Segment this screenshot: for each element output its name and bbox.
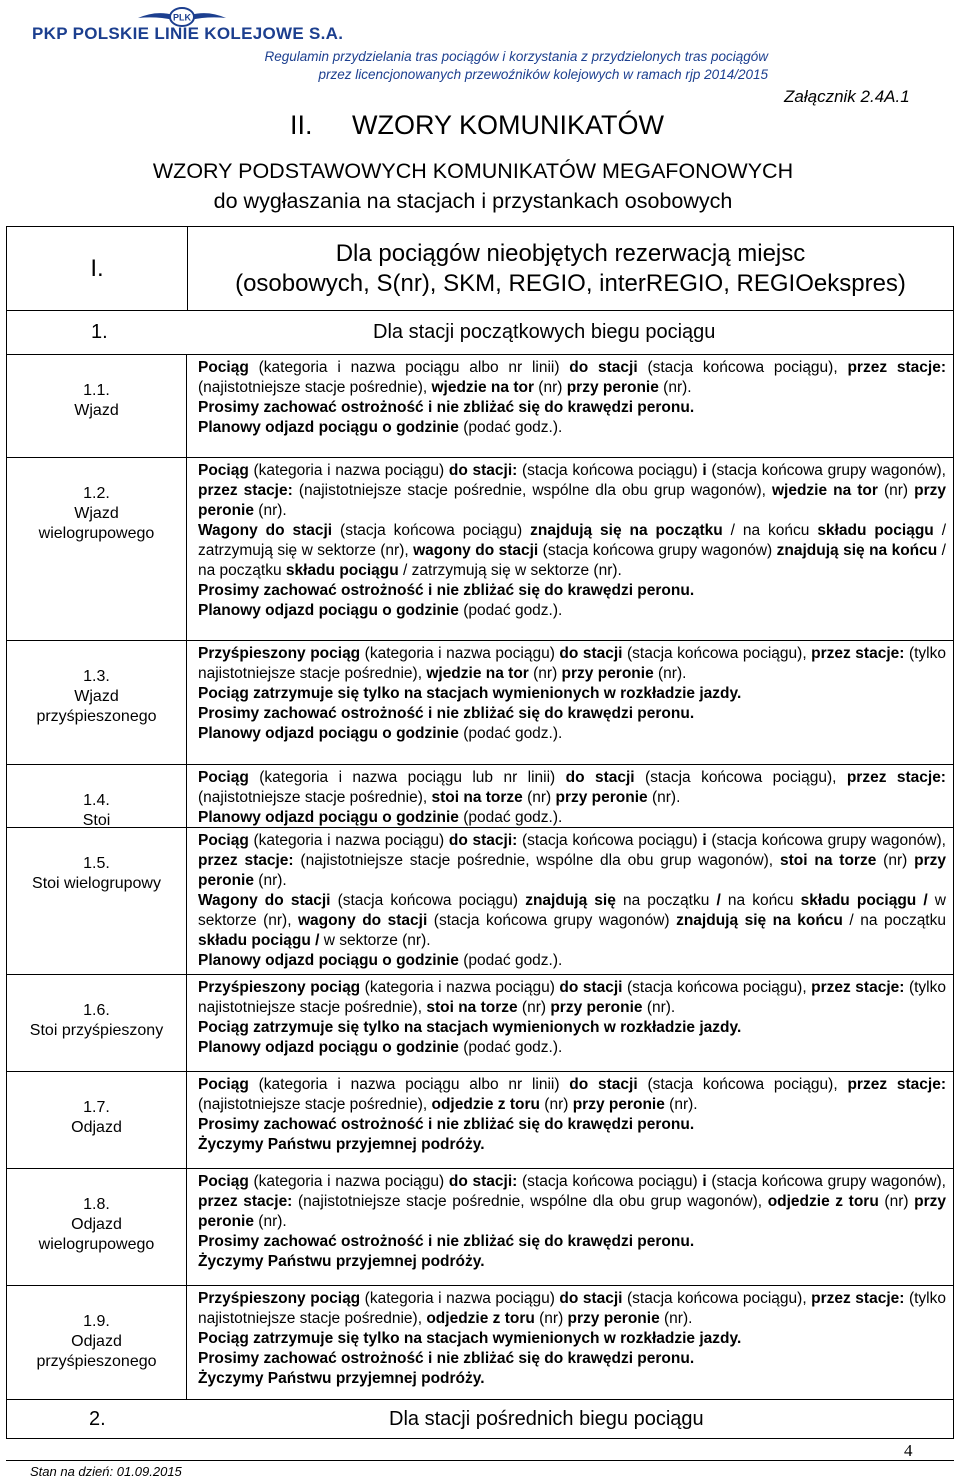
fixed-text: do stacji [569, 1076, 638, 1093]
placeholder-text: (tylko najistotniejsze stacje pośrednie), [198, 979, 946, 1016]
fixed-text: znajdują się na końcu [776, 542, 938, 559]
fixed-text: przez stacje: [198, 852, 294, 869]
announcement-rows [7, 355, 953, 1400]
placeholder-text: (najistotniejsze stacje pośrednie), [198, 789, 432, 806]
row-label-line: 1.9. [83, 1313, 110, 1330]
placeholder-text: (stacja końcowa pociągu) [517, 462, 703, 479]
fixed-text: Prosimy zachować ostrożność i nie zbliżać się do krawędzi peronu. [198, 1350, 695, 1367]
row-label [7, 975, 187, 1071]
placeholder-text: (najistotniejsze stacje pośrednie, wspólne dla obu grup wagonów), [292, 482, 772, 499]
fixed-text: do stacji [559, 979, 623, 996]
fixed-text: do stacji: [448, 462, 518, 479]
announcement-row [7, 765, 953, 828]
row-label [7, 828, 187, 974]
placeholder-text: na początku [615, 892, 717, 909]
placeholder-text: w sektorze (nr). [319, 932, 431, 949]
chapter-title: WZORY KOMUNIKATÓW [352, 110, 665, 140]
fixed-text: stoi na torze [431, 789, 523, 806]
fixed-text: i [702, 462, 707, 479]
fixed-text: przez stacje: [198, 1193, 293, 1210]
placeholder-text: (stacja końcowa pociągu), [634, 769, 847, 786]
subtitle-line-1: WZORY PODSTAWOWYCH KOMUNIKATÓW MEGAFONOWYCH [152, 159, 794, 183]
fixed-text: Wagony do stacji [198, 522, 333, 539]
announcement-row [7, 1169, 953, 1286]
announcement-text [187, 1072, 953, 1168]
placeholder-text: (stacja końcowa grupy wagonów) [538, 542, 777, 559]
announcement-text [187, 828, 953, 974]
row-label [7, 1286, 187, 1399]
fixed-text: Prosimy zachować ostrożność i nie zbliżać się do krawędzi peronu. [198, 1233, 695, 1250]
announcement-row [7, 828, 953, 975]
fixed-text: Pociąg [198, 769, 249, 786]
chapter-heading [290, 110, 664, 141]
placeholder-text: (stacja końcowa pociągu) [517, 1173, 703, 1190]
fixed-text: wagony do stacji [413, 542, 539, 559]
placeholder-text: (tylko najistotniejsze stacje pośrednie), [198, 645, 946, 682]
fixed-text: i [702, 832, 707, 849]
announcement-line [198, 768, 946, 808]
announcement-line [198, 1018, 946, 1038]
announcement-line [198, 1115, 946, 1135]
placeholder-text: (nr). [642, 999, 676, 1016]
fixed-text: stoi na torze [426, 999, 518, 1016]
emblem-text: PLK [173, 12, 191, 23]
page-number: 4 [904, 1441, 913, 1460]
fixed-text: odjedzie z toru [767, 1193, 879, 1210]
fixed-text: Planowy odjazd pociągu o godzinie [198, 1039, 459, 1056]
fixed-text: / [716, 892, 721, 909]
fixed-text: odjedzie z toru [426, 1310, 535, 1327]
placeholder-text: (stacja końcowa pociągu), [622, 979, 812, 996]
fixed-text: przy peronie [198, 482, 947, 519]
announcement-line [198, 1252, 946, 1272]
placeholder-text: na końcu [720, 892, 801, 909]
announcement-line [198, 461, 946, 521]
fixed-text: do stacji: [448, 832, 518, 849]
placeholder-text: (nr) [876, 852, 915, 869]
row-label [7, 641, 187, 764]
placeholder-text: (podać godz.). [458, 952, 563, 969]
placeholder-text: (podać godz.). [458, 1039, 563, 1056]
announcement-line [198, 521, 946, 581]
fixed-text: Wagony do stacji [198, 892, 331, 909]
fixed-text: wjedzie na tor [771, 482, 878, 499]
placeholder-text: (podać godz.). [458, 602, 563, 619]
placeholder-text: (stacja końcowa pociągu) [332, 522, 531, 539]
section-title-line-1: Dla pociągów nieobjętych rezerwacją miejsc [335, 240, 806, 267]
placeholder-text: (najistotniejsze stacje pośrednie, wspólne dla obu grup wagonów), [293, 852, 780, 869]
placeholder-text: (kategoria i nazwa pociągu) [360, 1290, 560, 1307]
row-label [7, 765, 187, 827]
placeholder-text: (podać godz.). [458, 419, 563, 436]
row-label-line: Odjazd [71, 1333, 122, 1350]
placeholder-text: (kategoria i nazwa pociągu) [360, 979, 560, 996]
row-label-line: Wjazd [74, 402, 119, 419]
fixed-text: przy peronie [198, 852, 947, 889]
regulation-line-1: Regulamin przydzielania tras pociągów i korzystania z przydzielonych tras pociągów [264, 49, 768, 64]
attachment-label: Załącznik 2.4A.1 [784, 87, 910, 106]
fixed-text: przy peronie [572, 1096, 665, 1113]
announcement-line [198, 1349, 946, 1369]
fixed-text: Życzymy Państwu przyjemnej podróży. [198, 1370, 485, 1387]
row-label-line: wielogrupowego [38, 1236, 155, 1253]
placeholder-text: / zatrzymują się w sektorze (nr). [398, 562, 622, 579]
placeholder-text: (nr). [253, 872, 287, 889]
announcement-line [198, 978, 946, 1018]
fixed-text: Prosimy zachować ostrożność i nie zbliżać się do krawędzi peronu. [198, 399, 695, 416]
announcement-line [198, 1289, 946, 1329]
placeholder-text: (nr) [877, 482, 915, 499]
placeholder-text: (stacja końcowa pociągu) [517, 832, 703, 849]
placeholder-text: w sektorze (nr), [198, 892, 946, 929]
fixed-text: przy peronie [198, 1193, 947, 1230]
placeholder-text: (stacja końcowa pociągu) [330, 892, 526, 909]
fixed-text: Pociąg [198, 359, 249, 376]
fixed-text: do stacji: [448, 1173, 518, 1190]
announcement-line [198, 951, 946, 971]
fixed-text: wjedzie na tor [426, 665, 529, 682]
announcement-text [187, 458, 953, 640]
announcement-line [198, 418, 946, 438]
fixed-text: Przyśpieszony pociąg [198, 645, 361, 662]
row-label-line: 1.7. [83, 1099, 110, 1116]
announcement-line [198, 1135, 946, 1155]
fixed-text: Życzymy Państwu przyjemnej podróży. [198, 1253, 485, 1270]
company-name: PKP POLSKIE LINIE KOLEJOWE S.A. [32, 24, 344, 43]
regulation-line-2: przez licencjonowanych przewoźników kolejowych w ramach rjp 2014/2015 [318, 67, 768, 82]
placeholder-text: (najistotniejsze stacje pośrednie), [198, 1096, 432, 1113]
fixed-text: składu pociągu / [800, 892, 928, 909]
placeholder-text: (kategoria i nazwa pociągu albo nr linii) [248, 359, 570, 376]
row-label-line: Stoi przyśpieszony [29, 1022, 164, 1039]
row-label-line: Stoi wielogrupowy [32, 875, 161, 892]
row-label-line: 1.4. [83, 792, 110, 809]
fixed-text: do stacji [559, 645, 623, 662]
announcement-row [7, 458, 953, 641]
fixed-text: do stacji [559, 1290, 623, 1307]
placeholder-text: (nr) [517, 999, 551, 1016]
fixed-text: Przyśpieszony pociąg [198, 979, 361, 996]
announcement-row [7, 975, 953, 1072]
fixed-text: odjedzie z toru [431, 1096, 540, 1113]
fixed-text: przy peronie [566, 379, 659, 396]
placeholder-text: (kategoria i nazwa pociągu albo nr linii) [248, 1076, 570, 1093]
placeholder-text: (nr) [534, 1310, 568, 1327]
row-label-line: 1.8. [83, 1196, 110, 1213]
subsection-title: Dla stacji pośrednich biegu pociągu [389, 1408, 704, 1430]
announcement-row [7, 1286, 953, 1400]
row-label-line: Wjazd [74, 688, 119, 705]
fixed-text: składu pociągu [817, 522, 934, 539]
announcement-line [198, 644, 946, 684]
row-label-line: wielogrupowego [38, 525, 155, 542]
placeholder-text: (nr). [659, 1310, 693, 1327]
placeholder-text: (stacja końcowa grupy wagonów), [706, 462, 946, 479]
row-label-line: 1.6. [83, 1002, 110, 1019]
announcement-line [198, 808, 946, 828]
placeholder-text: (stacja końcowa pociągu), [622, 645, 812, 662]
row-label [7, 1072, 187, 1168]
fixed-text: przy peronie [555, 789, 648, 806]
fixed-text: Pociąg [198, 1173, 249, 1190]
row-label-line: Wjazd [74, 505, 119, 522]
fixed-text: przez stacje: [198, 482, 293, 499]
subsection-header-1 [7, 311, 953, 355]
row-label [7, 355, 187, 457]
placeholder-text: (nr) [522, 789, 556, 806]
fixed-text: znajdują się na końcu [676, 912, 843, 929]
row-label-line: Odjazd [71, 1119, 122, 1136]
fixed-text: składu pociągu / [198, 932, 320, 949]
subsection-number: 2. [89, 1408, 106, 1430]
fixed-text: Prosimy zachować ostrożność i nie zbliżać się do krawędzi peronu. [198, 705, 695, 722]
row-label-line: 1.5. [83, 855, 110, 872]
announcement-line [198, 1369, 946, 1389]
announcement-text [187, 975, 953, 1071]
placeholder-text: (nr) [878, 1193, 915, 1210]
footer-divider [6, 1460, 954, 1461]
fixed-text: przy peronie [567, 1310, 660, 1327]
announcement-text [187, 355, 953, 457]
fixed-text: Pociąg zatrzymuje się tylko na stacjach wymienionych w rozkładzie jazdy. [198, 1019, 742, 1036]
fixed-text: przez stacje: [811, 645, 905, 662]
fixed-text: przy peronie [561, 665, 654, 682]
row-label-line: przyśpieszonego [36, 1353, 157, 1370]
placeholder-text: (najistotniejsze stacje pośrednie), [198, 379, 432, 396]
placeholder-text: (nr) [533, 379, 567, 396]
fixed-text: Prosimy zachować ostrożność i nie zbliżać się do krawędzi peronu. [198, 582, 695, 599]
announcement-row [7, 641, 953, 765]
placeholder-text: (najistotniejsze stacje pośrednie, wspólne dla obu grup wagonów), [292, 1193, 768, 1210]
row-label-line: przyśpieszonego [36, 708, 157, 725]
announcement-line [198, 724, 946, 744]
fixed-text: przez stacje: [846, 769, 946, 786]
placeholder-text: (podać godz.). [458, 809, 563, 826]
fixed-text: i [702, 1173, 707, 1190]
placeholder-text: / na początku [198, 542, 946, 579]
placeholder-text: (nr) [539, 1096, 573, 1113]
placeholder-text: / zatrzymują się w sektorze (nr), [198, 522, 946, 559]
row-label-line: 1.2. [83, 485, 110, 502]
fixed-text: Planowy odjazd pociągu o godzinie [198, 419, 459, 436]
fixed-text: Planowy odjazd pociągu o godzinie [198, 809, 459, 826]
placeholder-text: (nr) [528, 665, 562, 682]
placeholder-text: (kategoria i nazwa pociągu) [248, 832, 449, 849]
fixed-text: wjedzie na tor [431, 379, 534, 396]
pkp-plk-logo [28, 6, 448, 46]
placeholder-text: (nr). [653, 665, 687, 682]
placeholder-text: (stacja końcowa grupy wagonów), [706, 832, 946, 849]
row-label-line: Stoi [82, 812, 111, 829]
announcement-text [187, 1169, 953, 1285]
announcement-line [198, 581, 946, 601]
announcement-line [198, 358, 946, 398]
chapter-number: II. [290, 110, 313, 140]
fixed-text: Pociąg [198, 462, 249, 479]
subsection-header-2 [7, 1400, 953, 1438]
row-label [7, 458, 187, 640]
placeholder-text: (tylko najistotniejsze stacje pośrednie), [198, 1290, 946, 1327]
announcement-text [187, 641, 953, 764]
fixed-text: składu pociągu [285, 562, 399, 579]
fixed-text: Przyśpieszony pociąg [198, 1290, 361, 1307]
placeholder-text: (stacja końcowa grupy wagonów), [706, 1173, 946, 1190]
announcement-line [198, 704, 946, 724]
announcement-text [187, 1286, 953, 1399]
announcement-line [198, 398, 946, 418]
fixed-text: Planowy odjazd pociągu o godzinie [198, 952, 459, 969]
placeholder-text: (stacja końcowa pociągu), [637, 1076, 848, 1093]
placeholder-text: (nr). [658, 379, 692, 396]
announcement-line [198, 601, 946, 621]
fixed-text: znajdują się [525, 892, 616, 909]
fixed-text: wagony do stacji [298, 912, 428, 929]
document-subtitle [0, 156, 946, 216]
row-label [7, 1169, 187, 1285]
section-header [7, 227, 953, 311]
placeholder-text: (kategoria i nazwa pociągu) [248, 462, 449, 479]
placeholder-text: (stacja końcowa pociągu), [637, 359, 848, 376]
fixed-text: przez stacje: [847, 359, 946, 376]
announcement-line [198, 1172, 946, 1232]
fixed-text: przy peronie [550, 999, 643, 1016]
placeholder-text: (nr). [253, 502, 287, 519]
placeholder-text: (nr). [664, 1096, 698, 1113]
section-title-line-2: (osobowych, S(nr), SKM, REGIO, interREGIO, REGIOekspres) [235, 270, 906, 297]
announcement-row [7, 1072, 953, 1169]
placeholder-text: / na początku [842, 912, 946, 929]
fixed-text: Planowy odjazd pociągu o godzinie [198, 725, 459, 742]
announcement-line [198, 831, 946, 891]
announcement-line [198, 1075, 946, 1115]
announcement-line [198, 684, 946, 704]
subsection-number: 1. [91, 321, 108, 343]
fixed-text: Pociąg [198, 832, 249, 849]
fixed-text: do stacji [569, 359, 638, 376]
announcement-row [7, 355, 953, 458]
fixed-text: Pociąg zatrzymuje się tylko na stacjach wymienionych w rozkładzie jazdy. [198, 685, 742, 702]
fixed-text: Życzymy Państwu przyjemnej podróży. [198, 1136, 485, 1153]
subsection-title: Dla stacji początkowych biegu pociągu [373, 321, 716, 343]
fixed-text: Pociąg zatrzymuje się tylko na stacjach wymienionych w rozkładzie jazdy. [198, 1330, 742, 1347]
announcement-text [187, 765, 953, 827]
section-number: I. [7, 227, 188, 310]
fixed-text: Pociąg [198, 1076, 249, 1093]
placeholder-text: (kategoria i nazwa pociągu) [360, 645, 560, 662]
placeholder-text: / na końcu [722, 522, 818, 539]
subtitle-line-2: do wygłaszania na stacjach i przystankach osobowych [213, 189, 733, 213]
fixed-text: stoi na torze [779, 852, 877, 869]
row-label-line: 1.1. [83, 382, 110, 399]
fixed-text: Planowy odjazd pociągu o godzinie [198, 602, 459, 619]
fixed-text: do stacji [565, 769, 635, 786]
announcement-line [198, 1329, 946, 1349]
placeholder-text: (stacja końcowa grupy wagonów) [427, 912, 677, 929]
announcement-line [198, 891, 946, 951]
fixed-text: znajdują się na początku [530, 522, 723, 539]
placeholder-text: (kategoria i nazwa pociągu lub nr linii) [248, 769, 566, 786]
footer-date: Stan na dzień: 01.09.2015 [30, 1464, 182, 1479]
placeholder-text: (nr). [647, 789, 681, 806]
announcement-line [198, 1232, 946, 1252]
fixed-text: przez stacje: [847, 1076, 946, 1093]
fixed-text: Prosimy zachować ostrożność i nie zbliżać się do krawędzi peronu. [198, 1116, 695, 1133]
fixed-text: przez stacje: [811, 979, 905, 996]
row-label-line: Odjazd [71, 1216, 122, 1233]
placeholder-text: (kategoria i nazwa pociągu) [248, 1173, 449, 1190]
row-label-line: 1.3. [83, 668, 110, 685]
announcement-line [198, 1038, 946, 1058]
regulation-title [128, 48, 768, 84]
placeholder-text: (stacja końcowa pociągu), [622, 1290, 812, 1307]
placeholder-text: (nr). [253, 1213, 287, 1230]
announcements-table [6, 226, 954, 1439]
fixed-text: przez stacje: [811, 1290, 905, 1307]
section-title [188, 227, 953, 310]
placeholder-text: (podać godz.). [458, 725, 563, 742]
